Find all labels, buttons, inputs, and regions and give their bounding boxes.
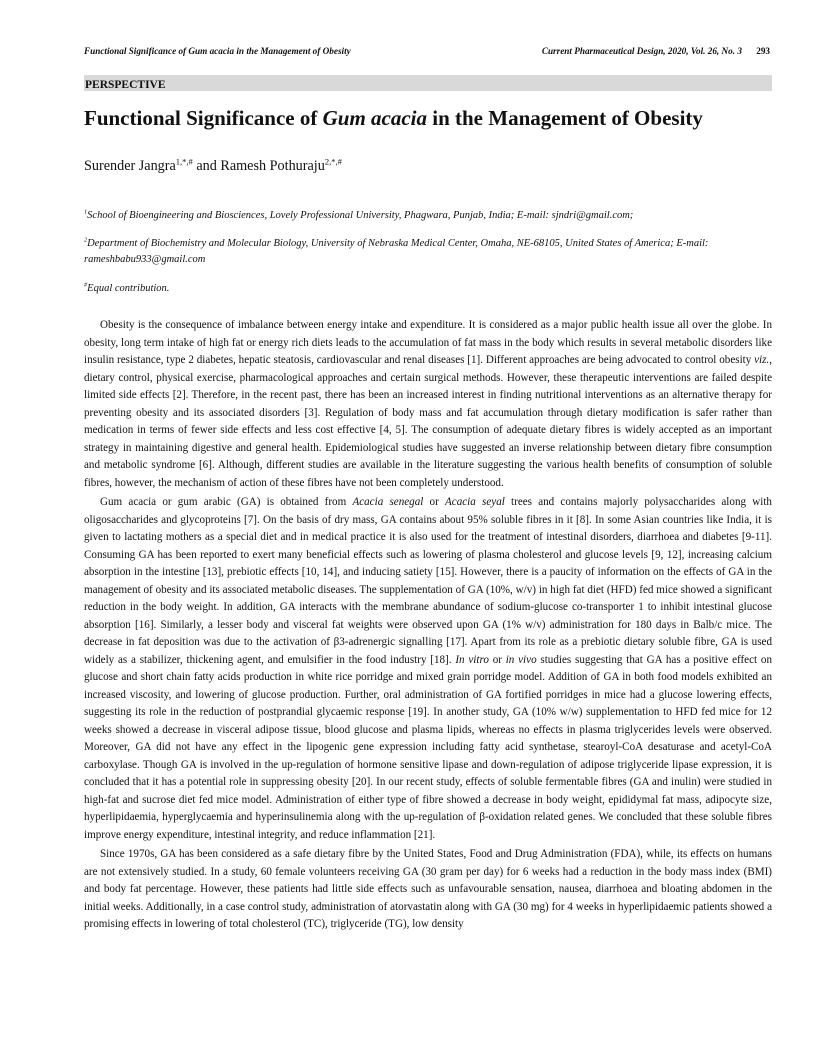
article-title [84, 106, 703, 131]
italic-run: In vitro [455, 653, 489, 666]
section-label-bar [84, 75, 772, 91]
journal-name: Current Pharmaceutical Design, 2020, [541, 46, 689, 56]
text-run: , dietary control, physical exercise, pharmacological approaches and certain surgical methods. However, these therapeutic interventions are failed despite limited side effects [2]. Therefore, in the recent past, there has been an increased interest in finding nutritional interventions as an alternative therapy for preventing obesity and its associated disorders [3]. Regulation of body mass and fat accumulation through dietary modification is safer rather than medication in terms of fewer side effects and less cost effective [4, 5]. The consumption of adequate dietary fibres is widely accepted as an important strategy in maintaining digestive and general health. Epidemiological studies have suggested an inverse relationship between dietary fibre consumption and metabolic syndrome [6]. Although, different studies are available in the literature suggesting the various health benefits of consumption of soluble fibres, however, the mechanism of action of these fibres have not been completely understood. [84, 354, 772, 489]
authors-joiner: and [192, 158, 221, 174]
affiliation-text: Department of Biochemistry and Molecular Biology, University of Nebraska Medical Center, Omaha, NE-68105, United States of America; E-mail: rameshbabu933@gmail.com [84, 238, 709, 265]
author-name: Surender Jangra [84, 158, 176, 174]
article-body [84, 317, 772, 936]
affiliation-mark: 2 [84, 236, 88, 244]
affiliation-mark: # [84, 281, 88, 289]
paragraph: Since 1970s, GA has been considered as a safe dietary fibre by the United States, Food and Drug Administration (FDA), while, its effects on humans are not extensively studied. In a study, 60 female volunteers receiving GA (30 gram per day) for 6 weeks had a reduction in the body mass index (BMI) and body fat percentage. However, these patients had little side effects such as unfavourable sensation, nausea, diarrhoea and bloating abdomen in the initial weeks. Additionally, in a case control study, administration of atorvastatin along with GA (30 mg) for 4 weeks in hyperlipidaemic patients showed a promising effects in lowering of total cholesterol (TC), triglyceride (TG), low density [84, 848, 772, 930]
running-title: Functional Significance of Gum acacia in the Management of Obesity [84, 46, 351, 56]
paragraph [84, 494, 772, 844]
text-run: Obesity is the consequence of imbalance between energy intake and expenditure. It is considered as a major public health issue all over the globe. In obesity, long term intake of high fat or energy rich diets leads to the accumulation of fat mass in the body which results in several metabolic disorders like insulin resistance, type 2 diabetes, hepatic steatosis, cardiovascular and renal diseases [1]. Different approaches are being advocated to control obesity [84, 319, 772, 366]
journal-volume: Vol. 26, No. 3 [690, 46, 742, 56]
italic-run: Acacia seyal [445, 496, 505, 508]
author-affiliation-marks: 1,*,# [175, 156, 193, 167]
text-run: or [423, 496, 446, 508]
journal-citation [542, 46, 770, 56]
italic-run: viz. [754, 354, 770, 366]
affiliation [84, 208, 774, 224]
affiliation [84, 236, 774, 268]
text-run: studies suggesting that GA has a positive effect on glucose and short chain fatty acids production in white rice porridge and mixed grain porridge model. Addition of GA in both food models exhibited an increased viscosity, and lowering of glucose production. Further, oral administration of GA fortified porridges in mice had a glucose lowering effects, suggesting its role in the reduction of postprandial glycaemic response [19]. In another study, GA (10% w/w) supplementation to HFD fed mice for 12 weeks showed a decrease in visceral adipose tissue, blood glucose and plasma lipids, whereas no effects in plasma triglycerides levels were observed. Moreover, GA did not have any effect in the lipogenic gene expression including fatty acid synthetase, stearoyl-CoA desaturase and acetyl-CoA carboxylase. Though GA is involved in the up-regulation of hormone sensitive lipase and down-regulation of adipose triglyceride lipase expression, it is concluded that it has a potential role in suppressing obesity [20]. In our recent study, effects of soluble fermentable fibres (GA and inulin) were studied in high-fat and sucrose diet fed mice model. Administration of either type of fibre showed a decrease in body weight, epididymal fat mass, adipocyte size, hyperlipidaemia, hyperglycaemia and hyperinsulinemia along with the up-regulation of β-oxidation related genes. We concluded that these soluble fibres improve energy expenditure, intestinal integrity, and reduce inflammation [21]. [84, 653, 772, 841]
affiliation-text: Equal contribution. [87, 283, 170, 294]
title-pre: Functional Significance of [84, 106, 323, 130]
text-run: Gum acacia or gum arabic (GA) is obtained from [100, 496, 353, 508]
page-number: 293 [756, 46, 770, 56]
author-affiliation-marks: 2,*,# [324, 156, 342, 167]
affiliation-text: School of Bioengineering and Biosciences, Lovely Professional University, Phagwara, Punjab, India; E-mail: sjndri@gmail.com; [87, 210, 634, 221]
italic-run: Acacia senegal [352, 496, 424, 508]
text-run: trees and contains majorly polysaccharides along with oligosaccharides and glycoproteins [7]. On the basis of dry mass, GA contains about 95% soluble fibres in it [8]. In some Asian countries like India, it is given to lactating mothers as a special diet and in medical practice it is also used for the treatment of intestinal disorders, diarrhoea and diabetes [9-11]. Consuming GA has been reported to exert many beneficial effects such as lowering of plasma cholesterol and glucose levels [9, 12], increasing calcium absorption in the intestine [13], prebiotic effects [10, 14], and inducing satiety [15]. However, there is a paucity of information on the effects of GA in the management of obesity and its associated metabolic diseases. The supplementation of GA (10%, w/v) in high fat diet (HFD) fed mice showed a significant reduction in the body weight. In addition, GA interacts with the membrane abundance of sodium-glucose co-transporter 1 to inhibit intestinal glucose absorption [16]. Similarly, a lesser body and visceral fat weights were observed upon GA (1% w/v) administration for 180 days in Balb/c mice. The decrease in fat deposition was due to the activation of β3-adrenergic signalling [17]. Apart from its role as a prebiotic dietary soluble fibre, GA is used widely as a stabilizer, thickening agent, and emulsifier in the food industry [18]. [84, 496, 772, 666]
section-label: PERSPECTIVE [85, 79, 166, 91]
title-italic: Gum acacia [322, 106, 427, 130]
author-list [84, 158, 342, 175]
italic-run: in vivo [505, 653, 537, 666]
running-header [84, 46, 770, 56]
text-run: or [488, 653, 506, 666]
author-name: Ramesh Pothuraju [220, 158, 325, 174]
affiliation-mark: 1 [84, 208, 88, 216]
title-post: in the Management of Obesity [427, 106, 703, 130]
equal-contribution-note [84, 281, 774, 297]
paragraph [84, 317, 772, 492]
